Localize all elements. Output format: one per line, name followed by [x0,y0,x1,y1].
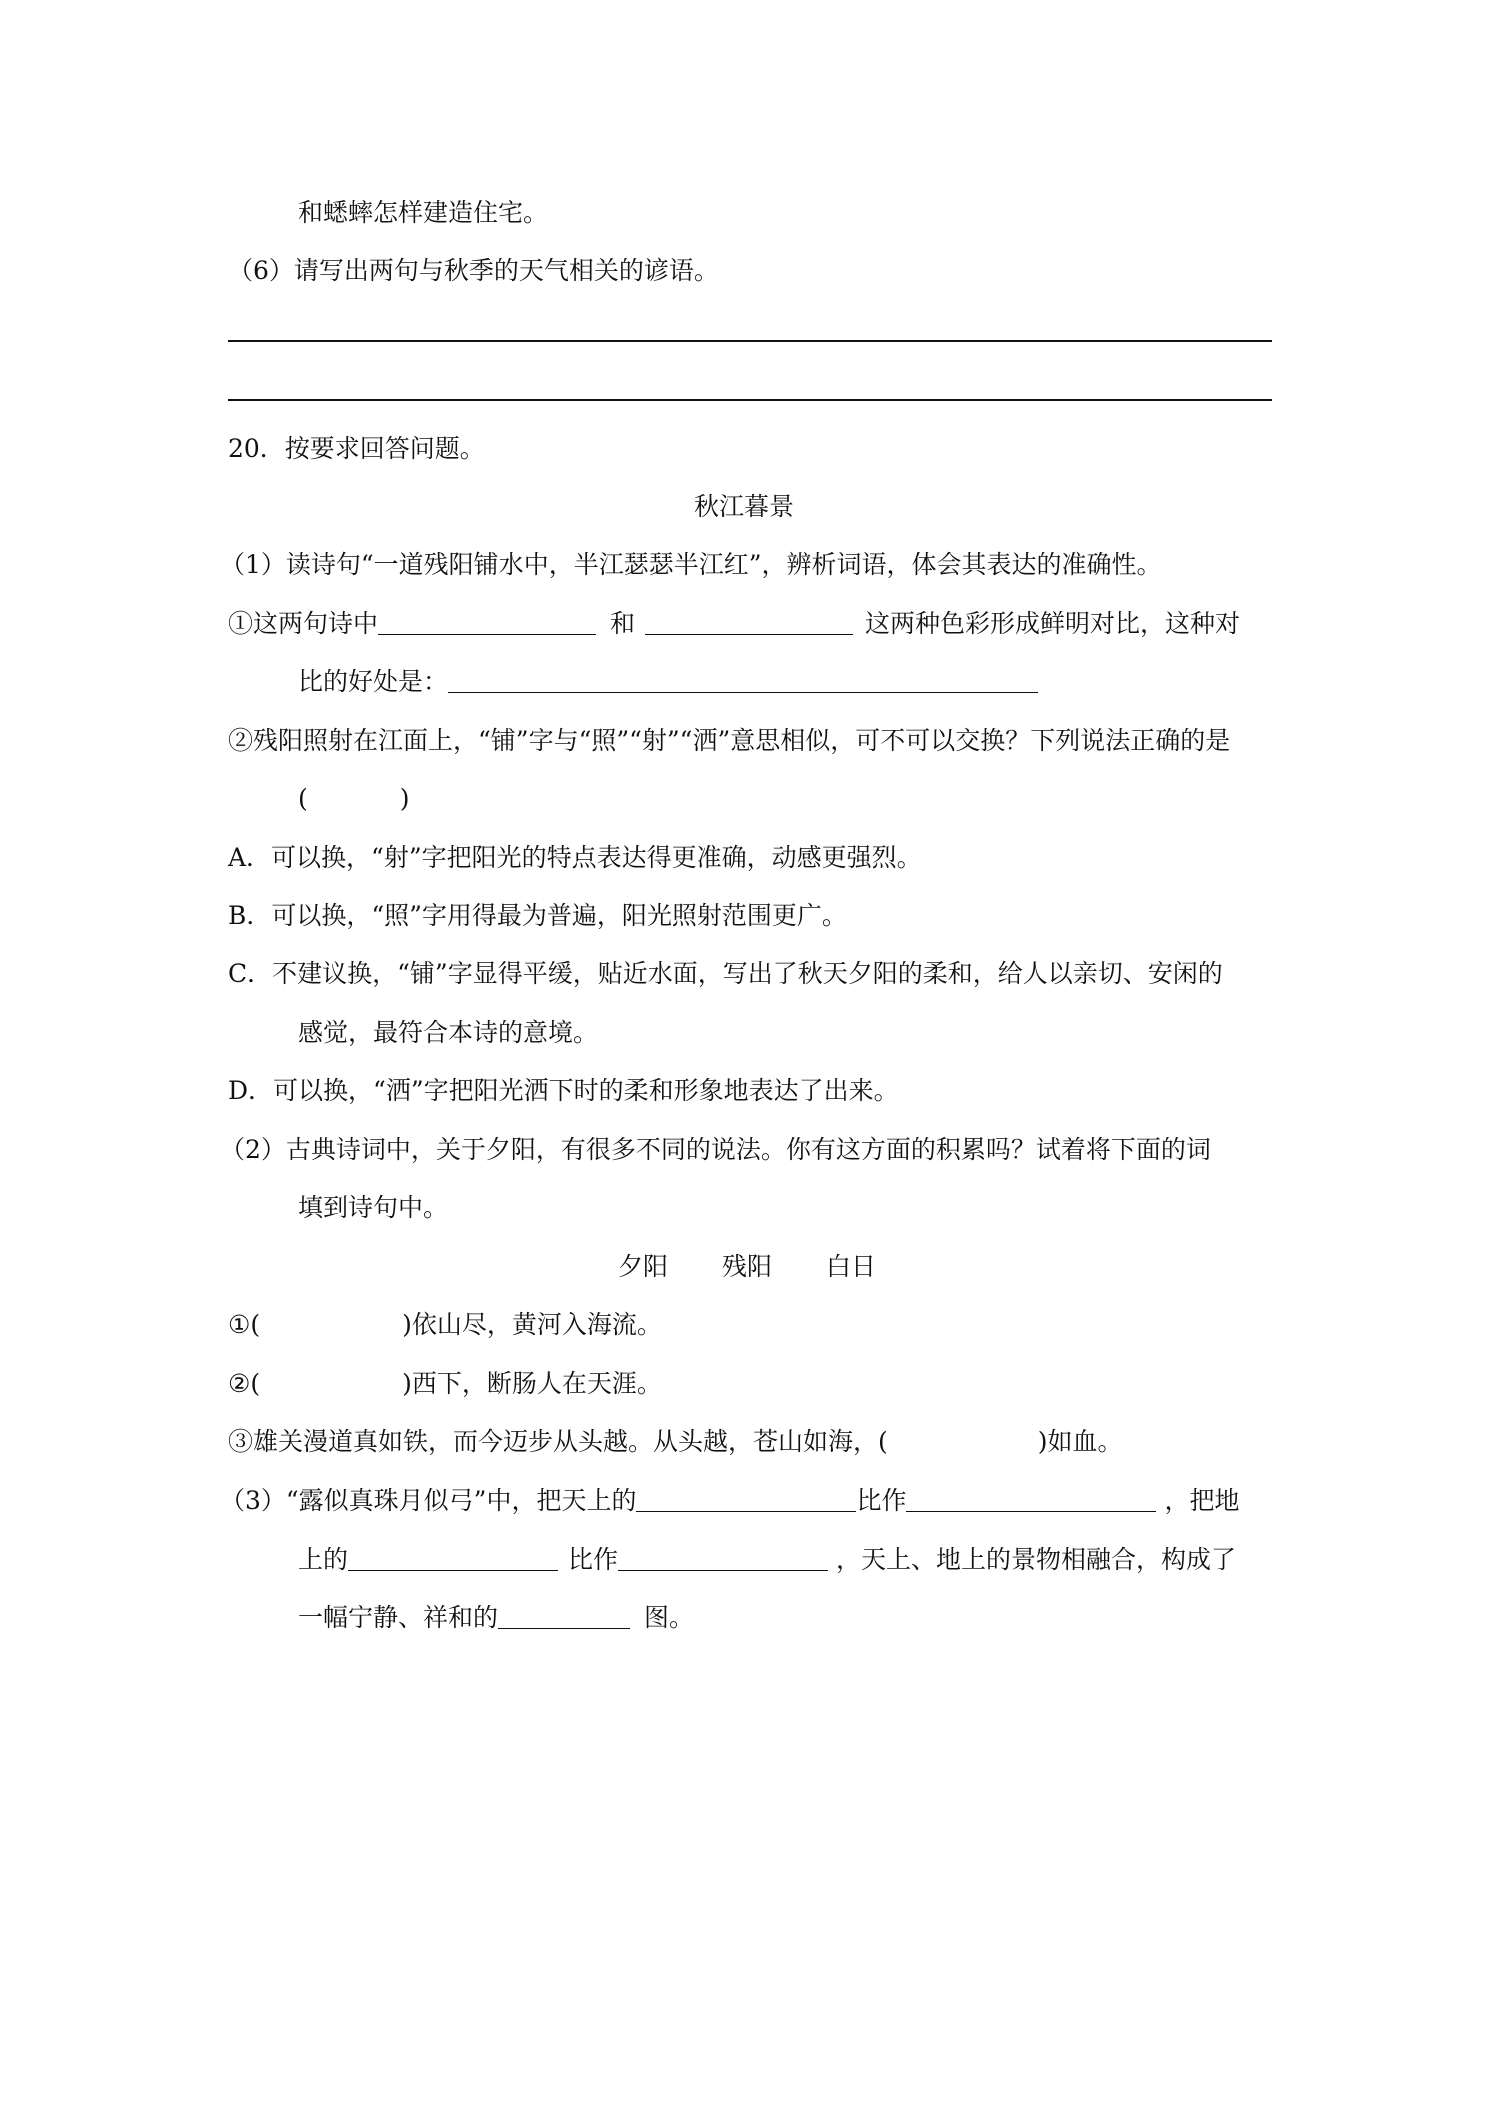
paren-close: ) [399,784,410,813]
p3-text-g: 一幅宁静、祥和的 [298,1603,499,1632]
q20-part1-stem: （1）读诗句“一道残阳铺水中，半江瑟瑟半江红”，辨析词语，体会其表达的准确性。 [220,550,1162,579]
fill-1-open: ①( [228,1310,261,1339]
p3-text-e: 比作 [568,1545,619,1574]
q20-title: 20．按要求回答问题。 [228,434,485,463]
q20-part1-sub1 [228,607,1240,641]
poem-title: 秋江暮景 [693,492,794,521]
word-bank-item: 残阳 [722,1252,773,1281]
q19-continuation-text: 和蟋蟀怎样建造住宅。 [298,198,549,227]
blank-sky-object[interactable] [636,1487,856,1512]
option-b: B．可以换，“照”字用得最为普遍，阳光照射范围更广。 [228,901,847,930]
p3-text-f: ，天上、地上的景物相融合，构成了 [836,1545,1237,1574]
answer-parentheses[interactable] [298,782,410,816]
q20-part2-stem-line1: （2）古典诗词中，关于夕阳，有很多不同的说法。你有这方面的积累吗？试着将下面的词 [220,1135,1211,1164]
sub1-text-c: 这两种色彩形成鲜明对比，这种对 [865,609,1241,638]
fill-2-rest: )西下，断肠人在天涯。 [402,1369,662,1398]
option-c-line1: C．不建议换，“铺”字显得平缓，贴近水面，写出了秋天夕阳的柔和，给人以亲切、安闲的 [228,959,1223,988]
q20-part1-sub2: ②残阳照射在江面上，“铺”字与“照”“射”“洒”意思相似，可不可以交换？下列说法正确的是 [228,726,1231,755]
q20-part3-line3 [298,1601,694,1635]
blank-benefit[interactable] [448,668,1038,693]
fill-line-1 [228,1308,662,1342]
p3-text-b: 比作 [856,1486,907,1515]
word-bank [618,1250,876,1284]
blank-sky-compare[interactable] [906,1487,1156,1512]
q20-part3-line1 [220,1484,1240,1518]
blank-color-1[interactable] [378,610,596,635]
answer-line-2[interactable] [228,399,1272,401]
p3-text-a: （3）“露似真珠月似弓”中，把天上的 [220,1486,637,1515]
sub1-text-a: ①这两句诗中 [228,609,379,638]
word-bank-item: 夕阳 [618,1252,669,1281]
blank-ground-compare[interactable] [618,1546,828,1571]
q20-part2-stem-line2: 填到诗句中。 [298,1193,449,1222]
p3-text-c: ，把地 [1164,1486,1240,1515]
fill-1-rest: )依山尽，黄河入海流。 [402,1310,662,1339]
sub1-text-b: 和 [610,609,636,638]
option-d: D．可以换，“洒”字把阳光洒下时的柔和形象地表达了出来。 [228,1076,899,1105]
option-a: A．可以换，“射”字把阳光的特点表达得更准确，动感更强烈。 [228,843,922,872]
q20-part3-line2 [298,1543,1236,1577]
option-c-line2: 感觉，最符合本诗的意境。 [298,1018,599,1047]
q20-part1-sub1-cont [298,665,1038,699]
blank-color-2[interactable] [645,610,853,635]
fill-3-text: ③雄关漫道真如铁，而今迈步从头越。从头越，苍山如海，( [228,1427,888,1456]
answer-line-1[interactable] [228,340,1272,342]
p3-text-d: 上的 [298,1545,349,1574]
q19-part6-prompt: （6）请写出两句与秋季的天气相关的谚语。 [228,256,719,285]
fill-2-open: ②( [228,1369,261,1398]
sub1-text-d: 比的好处是： [298,667,449,696]
fill-3-rest: )如血。 [1037,1427,1123,1456]
blank-ground-object[interactable] [348,1546,558,1571]
fill-line-3 [228,1425,1123,1459]
fill-line-2 [228,1367,662,1401]
word-bank-item: 白日 [826,1252,877,1281]
blank-picture[interactable] [498,1604,630,1629]
paren-open: ( [298,784,308,813]
p3-text-h: 图。 [644,1603,695,1632]
